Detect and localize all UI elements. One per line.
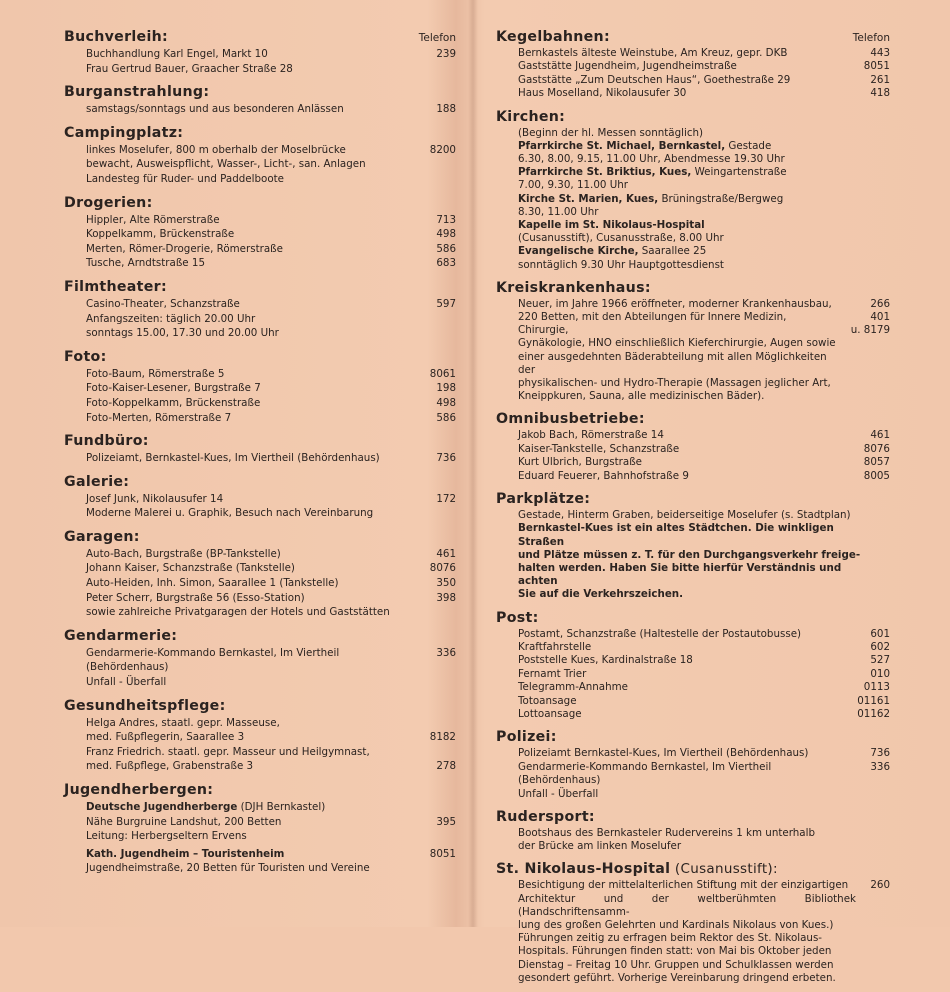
phone-number: 8076 <box>429 562 456 575</box>
entry-text: samstags/sonntags und aus besonderen Anlässen <box>86 103 344 116</box>
section-kreiskrankenhaus <box>496 279 890 404</box>
entry-text: Foto-Baum, Römerstraße 5 <box>86 367 225 380</box>
phone-number: 266 <box>870 297 890 310</box>
section-heading: Campingplatz: <box>64 124 184 141</box>
list-item <box>64 675 456 690</box>
section-hospital <box>496 860 890 985</box>
entry-text: Auto-Heiden, Inh. Simon, Saarallee 1 (Tankstelle) <box>86 577 339 590</box>
telefon-label: Telefon <box>418 32 456 44</box>
section-campingplatz <box>64 124 456 187</box>
church-times: (Cusanusstift), Cusanusstraße, 8.00 Uhr <box>518 232 724 245</box>
text-line: Hospitals. Führungen finden statt: von Mai bis Oktober jeden <box>518 945 832 958</box>
phone-number: 172 <box>436 492 456 505</box>
section-heading: Garagen: <box>64 528 140 545</box>
entry-text: Unfall - Überfall <box>86 676 167 689</box>
section-gendarmerie <box>64 627 456 690</box>
church-times: 7.00, 9.30, 11.00 Uhr <box>518 179 628 192</box>
text-line: Architektur und der weltberühmten Bibliothek (Handschriftensamm- <box>518 892 856 918</box>
parking-locations: Gestade, Hinterm Graben, beiderseitige Moselufer (s. Stadtplan) <box>518 509 851 522</box>
entry-text: Tusche, Arndtstraße 15 <box>86 257 206 270</box>
list-item <box>496 470 890 483</box>
right-column <box>496 28 890 992</box>
list-item <box>64 213 456 228</box>
entry-text: Kraftfahrstelle <box>518 640 592 653</box>
section-jugendherbergen <box>64 781 456 876</box>
entry-text: Nähe Burgruine Landshut, 200 Betten <box>86 815 282 828</box>
section-heading: Post: <box>496 609 539 626</box>
text-line: Sie auf die Verkehrszeichen. <box>518 588 684 601</box>
section-heading: Gesundheitspflege: <box>64 697 226 714</box>
section-kegelbahnen <box>496 28 890 101</box>
list-item <box>496 695 890 708</box>
phone-number: 350 <box>436 577 456 590</box>
text-line: einer ausgedehnten Bäderabteilung mit allen Möglichkeiten der <box>518 350 827 376</box>
entry-text: Foto-Merten, Römerstraße 7 <box>86 411 232 424</box>
hostel-name: Kath. Jugendheim – Touristenheim <box>86 847 285 860</box>
phone-number: 498 <box>436 228 456 241</box>
list-item <box>496 456 890 469</box>
list-item <box>496 641 890 654</box>
section-kirchen <box>496 108 890 272</box>
list-item <box>64 716 456 731</box>
list-item <box>64 157 456 172</box>
list-item <box>64 396 456 411</box>
list-item <box>64 256 456 271</box>
text-line: Besichtigung der mittelalterlichen Stiftung mit der einzigartigen <box>518 879 849 892</box>
list-item <box>496 443 890 456</box>
section-heading: Foto: <box>64 348 107 365</box>
phone-number: 586 <box>436 411 456 424</box>
entry-text: Buchhandlung Karl Engel, Markt 10 <box>86 48 268 60</box>
section-heading: Galerie: <box>64 473 130 490</box>
list-item <box>496 74 890 87</box>
phone-number: 498 <box>436 396 456 409</box>
phone-number: 736 <box>436 452 456 465</box>
entry-text: Gendarmerie-Kommando Bernkastel, Im Viertheil (Behördenhaus) <box>86 646 340 674</box>
phone-number: 239 <box>436 48 456 60</box>
entry-text: Kaiser-Tankstelle, Schanzstraße <box>518 442 680 455</box>
entry-text: Moderne Malerei u. Graphik, Besuch nach Vereinbarung <box>86 507 374 520</box>
text-line: halten werden. Haben Sie bitte hierfür Verständnis und achten <box>518 561 842 588</box>
section-heading: Buchverleih: <box>64 29 169 45</box>
section-heading: Parkplätze: <box>496 491 591 508</box>
page-fold <box>468 0 478 927</box>
phone-number: u. 8179 <box>850 324 890 337</box>
entry-text: Peter Scherr, Burgstraße 56 (Esso-Station) <box>86 591 305 604</box>
church-entry: Pfarrkirche St. Briktius, Kues, Weingartenstraße <box>518 166 787 179</box>
entry-text: Kurt Ulbrich, Burgstraße <box>518 456 643 469</box>
text-line: Dienstag – Freitag 10 Uhr. Gruppen und Schulklassen werden <box>518 958 834 971</box>
entry-text: Foto-Kaiser-Lesener, Burgstraße 7 <box>86 382 261 395</box>
church-times: sonntäglich 9.30 Uhr Hauptgottesdienst <box>518 258 724 271</box>
text-line: Führungen zeitig zu erfragen beim Rektor des St. Nikolaus- <box>518 932 823 945</box>
list-item <box>64 297 456 312</box>
church-entry: Evangelische Kirche, Saarallee 25 <box>518 245 707 258</box>
entry-text: Helga Andres, staatl. gepr. Masseuse, <box>86 716 280 729</box>
parking-notice <box>496 522 890 601</box>
list-item <box>496 628 890 641</box>
section-polizei <box>496 728 890 801</box>
list-item <box>496 747 890 760</box>
church-times: 6.30, 8.00, 9.15, 11.00 Uhr, Abendmesse 19.30 Uhr <box>518 153 785 166</box>
list-item <box>64 605 456 620</box>
list-item <box>64 576 456 591</box>
list-item <box>64 367 456 382</box>
phone-number: 260 <box>870 879 890 892</box>
text-line: gesondert geführt. Vorherige Vereinbarung dringend erbeten. <box>518 971 836 984</box>
list-item <box>64 227 456 242</box>
phone-number: 398 <box>436 591 456 604</box>
entry-text: Josef Junk, Nikolausufer 14 <box>86 492 224 505</box>
phone-number: 8076 <box>863 442 890 455</box>
entry-text: bewacht, Ausweispflicht, Wasser-, Licht-, san. Anlagen <box>86 158 366 171</box>
section-foto <box>64 348 456 425</box>
list-item <box>496 708 890 721</box>
list-item <box>496 654 890 667</box>
list-item <box>64 62 456 77</box>
section-heading: Jugendherbergen: <box>64 782 214 798</box>
entry-text: med. Fußpflegerin, Saarallee 3 <box>86 731 245 744</box>
entry-text: Polizeiamt, Bernkastel-Kues, Im Viertheil (Behördenhaus) <box>86 452 380 465</box>
hostel-name: Deutsche Jugendherberge <box>86 801 238 813</box>
section-heading: Rudersport: <box>496 809 595 825</box>
list-item <box>64 815 456 830</box>
section-heading: Kreiskrankenhaus: <box>496 279 651 296</box>
entry-text: Landesteg für Ruder- und Paddelboote <box>86 172 284 185</box>
list-item <box>496 60 890 73</box>
list-item <box>64 242 456 257</box>
church-entry: Kirche St. Marien, Kues, Brüningstraße/Bergweg <box>518 192 784 205</box>
phone-number: 8005 <box>863 469 890 482</box>
section-post <box>496 609 890 722</box>
section-heading: St. Nikolaus-Hospital (Cusanusstift): <box>496 861 778 878</box>
church-times: 8.30, 11.00 Uhr <box>518 205 599 218</box>
list-item <box>64 861 456 876</box>
entry-text: Foto-Koppelkamm, Brückenstraße <box>86 396 261 409</box>
entry-text: Franz Friedrich. staatl. gepr. Masseur und Heilgymnast, <box>86 745 370 758</box>
church-entry: Pfarrkirche St. Michael, Bernkastel, Gestade <box>518 139 772 152</box>
list-item <box>64 591 456 606</box>
section-heading: Kegelbahnen: <box>496 29 610 45</box>
text-line: physikalischen- und Hydro-Therapie (Massagen jeglicher Art, <box>518 377 831 390</box>
entry-text: linkes Moselufer, 800 m oberhalb der Moselbrücke <box>86 143 346 156</box>
section-buchverleih <box>64 28 456 76</box>
entry-text: Koppelkamm, Brückenstraße <box>86 228 235 241</box>
list-item <box>64 506 456 521</box>
list-item <box>496 681 890 694</box>
phone-number: 713 <box>436 213 456 226</box>
entry-text: Gaststätte Jugendheim, Jugendheimstraße <box>518 60 737 73</box>
entry-text: Jugendheimstraße, 20 Betten für Touristen und Vereine <box>86 862 370 875</box>
phone-number: 683 <box>436 257 456 270</box>
list-item <box>496 788 890 801</box>
phone-number: 0113 <box>863 681 890 694</box>
hostel-detail: (DJH Bernkastel) <box>237 801 326 813</box>
list-item <box>64 326 456 341</box>
list-item <box>64 47 456 62</box>
list-item <box>64 547 456 562</box>
list-item <box>64 381 456 396</box>
text-line: Gynäkologie, HNO einschließlich Kieferchirurgie, Augen sowie <box>518 337 836 350</box>
phone-number: 401 <box>870 311 890 324</box>
list-item <box>64 561 456 576</box>
section-garagen <box>64 528 456 620</box>
phone-number: 418 <box>870 87 890 100</box>
phone-number: 261 <box>870 73 890 86</box>
section-heading: Burganstrahlung: <box>64 84 210 101</box>
entry-text: Telegramm-Annahme <box>518 681 628 694</box>
text-line: 220 Betten, mit den Abteilungen für Innere Medizin, Chirurgie, <box>518 311 787 337</box>
phone-number: 01161 <box>857 694 890 707</box>
hospital-description <box>496 879 862 985</box>
list-item <box>64 102 456 117</box>
section-drogerien <box>64 194 456 271</box>
section-heading: Gendarmerie: <box>64 627 178 644</box>
entry-text: Polizeiamt Bernkastel-Kues, Im Viertheil (Behördenhaus) <box>518 747 809 760</box>
list-item <box>496 47 890 60</box>
section-burganstrahlung <box>64 83 456 117</box>
text-line: Bootshaus des Bernkasteler Rudervereins 1 km unterhalb <box>518 827 816 839</box>
entry-text: Anfangszeiten: täglich 20.00 Uhr <box>86 312 256 325</box>
entry-text: Gendarmerie-Kommando Bernkastel, Im Viertheil (Behördenhaus) <box>518 760 772 787</box>
section-omnibusbetriebe <box>496 410 890 483</box>
list-item <box>64 800 456 815</box>
entry-text: Casino-Theater, Schanzstraße <box>86 297 240 310</box>
phone-number: 601 <box>870 627 890 640</box>
list-item <box>64 646 456 675</box>
list-item <box>496 761 890 788</box>
list-item <box>496 668 890 681</box>
entry-text: Auto-Bach, Burgstraße (BP-Tankstelle) <box>86 547 281 560</box>
entry-text: Haus Moselland, Nikolausufer 30 <box>518 87 687 100</box>
entry-text: Lottoansage <box>518 707 582 720</box>
entry-text: Frau Gertrud Bauer, Graacher Straße 28 <box>86 62 293 75</box>
entry-text: med. Fußpflege, Grabenstraße 3 <box>86 760 254 773</box>
text-line: Neuer, im Jahre 1966 eröffneter, moderner Krankenhausbau, <box>518 297 832 310</box>
entry-text: Totoansage <box>518 694 577 707</box>
phone-number: 395 <box>436 815 456 828</box>
entry-text: Poststelle Kues, Kardinalstraße 18 <box>518 654 693 667</box>
phone-number: 188 <box>436 103 456 116</box>
section-heading: Filmtheater: <box>64 278 167 295</box>
entry-text: Fernamt Trier <box>518 667 587 680</box>
entry-text: Gaststätte „Zum Deutschen Haus“, Goethestraße 29 <box>518 73 791 86</box>
section-galerie <box>64 473 456 521</box>
phone-number: 01162 <box>857 707 890 720</box>
phone-number: 8051 <box>863 60 890 73</box>
entry-text: Leitung: Herbergseltern Ervens <box>86 830 247 843</box>
list-item <box>64 730 456 745</box>
section-filmtheater <box>64 278 456 341</box>
text-line: Bernkastel-Kues ist ein altes Städtchen. Die winkligen Straßen <box>518 522 834 548</box>
entry-text: Postamt, Schanzstraße (Haltestelle der Postautobusse) <box>518 627 802 640</box>
phone-number: 8057 <box>863 456 890 469</box>
section-heading: Fundbüro: <box>64 433 149 450</box>
section-heading: Kirchen: <box>496 108 566 125</box>
section-parkplaetze <box>496 490 890 601</box>
section-heading: Polizei: <box>496 729 557 746</box>
list-item <box>496 429 890 442</box>
left-column <box>64 28 456 883</box>
phone-number: 602 <box>870 640 890 653</box>
phone-number: 010 <box>870 667 890 680</box>
section-rudersport <box>496 808 890 853</box>
rowing-description <box>496 827 890 853</box>
phone-number: 527 <box>870 654 890 667</box>
entry-text: Jakob Bach, Römerstraße 14 <box>518 429 664 442</box>
list-item <box>64 451 456 466</box>
entry-text: Bernkastels älteste Weinstube, Am Kreuz, gepr. DKB <box>518 47 788 59</box>
phone-number: 597 <box>436 297 456 310</box>
telefon-label: Telefon <box>852 32 890 44</box>
section-heading: Drogerien: <box>64 194 153 211</box>
list-item <box>64 829 456 844</box>
phone-number: 198 <box>436 382 456 395</box>
hospital-description <box>496 298 842 404</box>
list-item <box>64 847 456 862</box>
list-item <box>64 411 456 426</box>
section-heading: Omnibusbetriebe: <box>496 411 645 428</box>
phone-number: 586 <box>436 242 456 255</box>
phone-number: 736 <box>870 747 890 760</box>
list-item <box>64 312 456 327</box>
phone-number: 336 <box>870 760 890 773</box>
phone-number: 443 <box>870 47 890 59</box>
phone-number: 8061 <box>429 367 456 380</box>
text-line: Kneippkuren, Sauna, alle medizinischen Bäder). <box>518 390 765 403</box>
kirchen-note: (Beginn der hl. Messen sonntäglich) <box>518 126 704 139</box>
church-entry: Kapelle im St. Nikolaus-Hospital <box>518 219 705 232</box>
entry-text: sowie zahlreiche Privatgaragen der Hotels und Gaststätten <box>86 606 390 619</box>
phone-number: 8051 <box>429 847 456 860</box>
list-item <box>64 759 456 774</box>
phone-number: 278 <box>436 760 456 773</box>
list-item <box>496 87 890 100</box>
entry-text: Merten, Römer-Drogerie, Römerstraße <box>86 242 283 255</box>
section-fundbuero <box>64 432 456 466</box>
section-gesundheitspflege <box>64 697 456 774</box>
list-item <box>64 143 456 158</box>
entry-text: Hippler, Alte Römerstraße <box>86 213 220 226</box>
phone-number: 461 <box>436 547 456 560</box>
entry-text: Eduard Feuerer, Bahnhofstraße 9 <box>518 469 689 482</box>
list-item <box>64 492 456 507</box>
list-item <box>64 745 456 760</box>
entry-text: sonntags 15.00, 17.30 und 20.00 Uhr <box>86 327 279 340</box>
phone-number: 336 <box>436 646 456 659</box>
phone-number: 8182 <box>429 731 456 744</box>
text-line: der Brücke am linken Moselufer <box>518 840 682 853</box>
phone-number: 461 <box>870 429 890 442</box>
phone-number: 8200 <box>429 143 456 156</box>
list-item <box>64 172 456 187</box>
text-line: lung des großen Gelehrten und Kardinals Nikolaus von Kues.) <box>518 919 834 932</box>
entry-text: Unfall - Überfall <box>518 787 599 800</box>
text-line: und Plätze müssen z. T. für den Durchgangsverkehr freige- <box>518 548 861 561</box>
entry-text: Johann Kaiser, Schanzstraße (Tankstelle) <box>86 562 295 575</box>
